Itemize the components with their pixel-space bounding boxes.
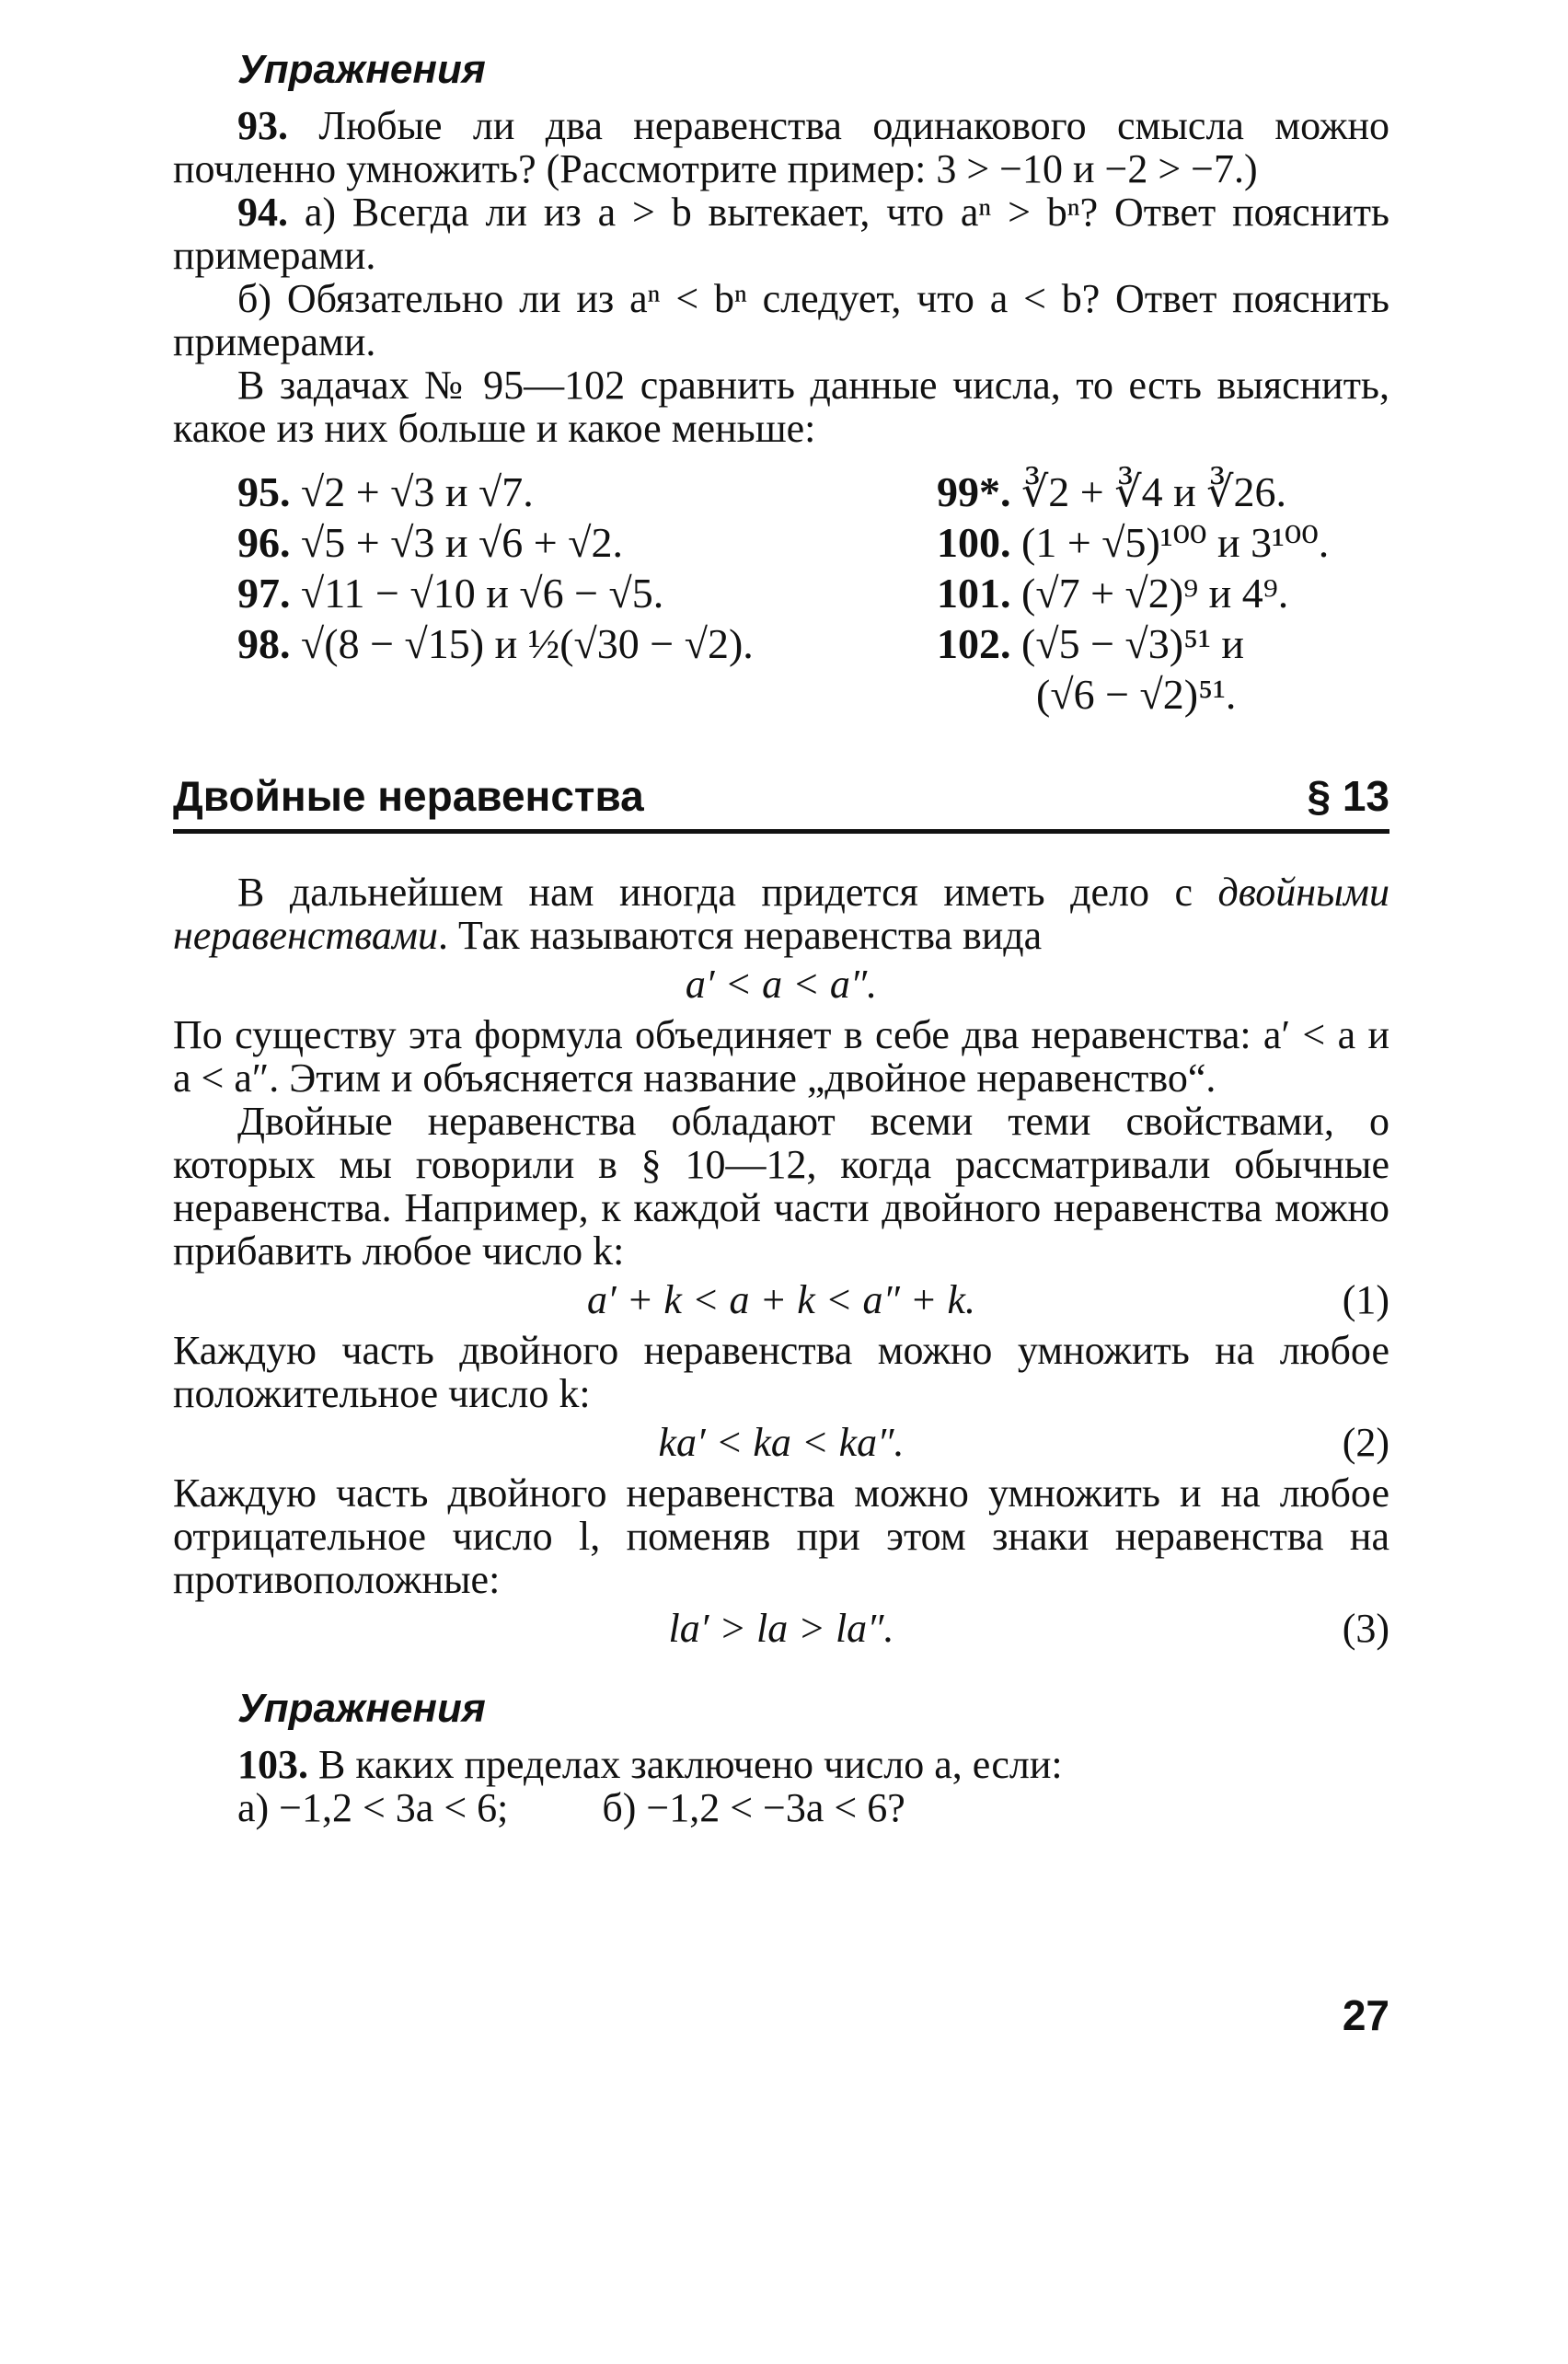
formula-1 bbox=[173, 1278, 1389, 1321]
equation-number: (2) bbox=[1342, 1420, 1389, 1465]
item-b: б) −1,2 < −3a < 6? bbox=[602, 1785, 905, 1830]
problem-expression: (1 + √5)¹⁰⁰ и 3¹⁰⁰. bbox=[1021, 519, 1330, 566]
problem-expression: ∛2 + ∛4 и ∛26. bbox=[1021, 468, 1286, 515]
problem-102-cont bbox=[937, 673, 1452, 716]
section-number: § 13 bbox=[1307, 772, 1389, 820]
paragraph-text: В дальнейшем нам иногда придется иметь дело с bbox=[237, 870, 1218, 915]
problem-number: 97. bbox=[237, 570, 291, 617]
problem-96 bbox=[237, 521, 937, 564]
section-header bbox=[173, 772, 1389, 834]
exercise-text: Любые ли два неравенства одинакового смысла можно почленно умножить? (Рассмотрите пример: 3 > −10 и −2 > −7.) bbox=[173, 103, 1390, 191]
exercise-93 bbox=[173, 104, 1389, 190]
exercise-94b: б) Обязательно ли из aⁿ < bⁿ следует, что a < b? Ответ пояснить примерами. bbox=[173, 276, 1389, 364]
equation-number: (3) bbox=[1342, 1606, 1389, 1651]
problem-number: 96. bbox=[237, 519, 291, 566]
problem-expression: (√7 + √2)⁹ и 4⁹. bbox=[1021, 570, 1289, 617]
exercise-text: В каких пределах заключено число a, если: bbox=[318, 1742, 1063, 1787]
exercise-number: 103. bbox=[237, 1742, 308, 1787]
exercise-text: а) Всегда ли из a > b вытекает, что aⁿ > bⁿ? Ответ пояснить примерами. bbox=[173, 190, 1389, 278]
problem-102 bbox=[937, 622, 1452, 665]
paragraph-2: По существу эта формула объединяет в себе два неравенства: a′ < a и a < a″. Этим и объясняется название „двойное неравенство“. bbox=[173, 1012, 1389, 1101]
problem-expression: (√6 − √2)⁵¹. bbox=[1036, 671, 1237, 718]
formula-expression: a′ + k < a + k < a″ + k. bbox=[587, 1277, 975, 1322]
problem-98 bbox=[237, 622, 937, 665]
paragraph-text: . Так называются неравенства вида bbox=[438, 913, 1043, 958]
paragraph-5: Каждую часть двойного неравенства можно умножить и на любое отрицательное число l, поменяв при этом знаки неравенства на противоположные: bbox=[173, 1470, 1389, 1602]
task-intro: В задачах № 95—102 сравнить данные числа, то есть выяснить, какое из них больше и какое меньше: bbox=[173, 363, 1389, 451]
page bbox=[173, 48, 1389, 2348]
problem-99 bbox=[937, 470, 1452, 513]
problem-number: 102. bbox=[937, 620, 1011, 667]
paragraph-1 bbox=[173, 871, 1389, 957]
formula-double-inequality: a′ < a < a″. bbox=[685, 962, 878, 1007]
problem-95 bbox=[237, 470, 937, 513]
formula-3 bbox=[173, 1607, 1389, 1650]
problem-expression: √5 + √3 и √6 + √2. bbox=[301, 519, 623, 566]
section-title: Двойные неравенства bbox=[173, 772, 644, 820]
exercises-heading: Упражнения bbox=[237, 47, 486, 92]
paragraph-3: Двойные неравенства обладают всеми теми свойствами, о которых мы говорили в § 10—12, когда рассматривали обычные неравенства. Например, к каждой части двойного неравенства можно прибавить любое число k: bbox=[173, 1099, 1389, 1274]
grid-spacer bbox=[237, 673, 937, 716]
problem-expression: (√5 − √3)⁵¹ и bbox=[1021, 620, 1245, 667]
problem-number: 99*. bbox=[937, 468, 1011, 515]
page-number: 27 bbox=[1342, 1991, 1389, 2039]
problem-number: 98. bbox=[237, 620, 291, 667]
exercises-heading-2: Упражнения bbox=[237, 1686, 486, 1731]
problem-expression: √11 − √10 и √6 − √5. bbox=[301, 570, 664, 617]
problem-101 bbox=[937, 571, 1452, 615]
formula-expression: ka′ < ka < ka″. bbox=[658, 1420, 905, 1465]
paragraph-4: Каждую часть двойного неравенства можно умножить на любое положительное число k: bbox=[173, 1328, 1389, 1416]
formula-2 bbox=[173, 1421, 1389, 1464]
problem-number: 101. bbox=[937, 570, 1011, 617]
equation-number: (1) bbox=[1342, 1277, 1389, 1322]
problem-number: 100. bbox=[937, 519, 1011, 566]
problem-expression: √2 + √3 и √7. bbox=[301, 468, 534, 515]
problem-expression: √(8 − √15) и ½(√30 − √2). bbox=[301, 620, 754, 667]
formula-expression: la′ > la > la″. bbox=[668, 1606, 894, 1651]
term-emphasis: двойными неравенствами bbox=[173, 870, 1389, 958]
problem-number: 95. bbox=[237, 468, 291, 515]
problem-grid bbox=[237, 470, 1389, 716]
problem-97 bbox=[237, 571, 937, 615]
exercise-number: 93. bbox=[237, 103, 288, 148]
exercise-103 bbox=[173, 1743, 1389, 1786]
problem-100 bbox=[937, 521, 1452, 564]
item-a: а) −1,2 < 3a < 6; bbox=[237, 1785, 509, 1830]
exercise-103-items bbox=[173, 1786, 1389, 1829]
exercise-number: 94. bbox=[237, 190, 288, 235]
exercise-94a bbox=[173, 190, 1389, 277]
